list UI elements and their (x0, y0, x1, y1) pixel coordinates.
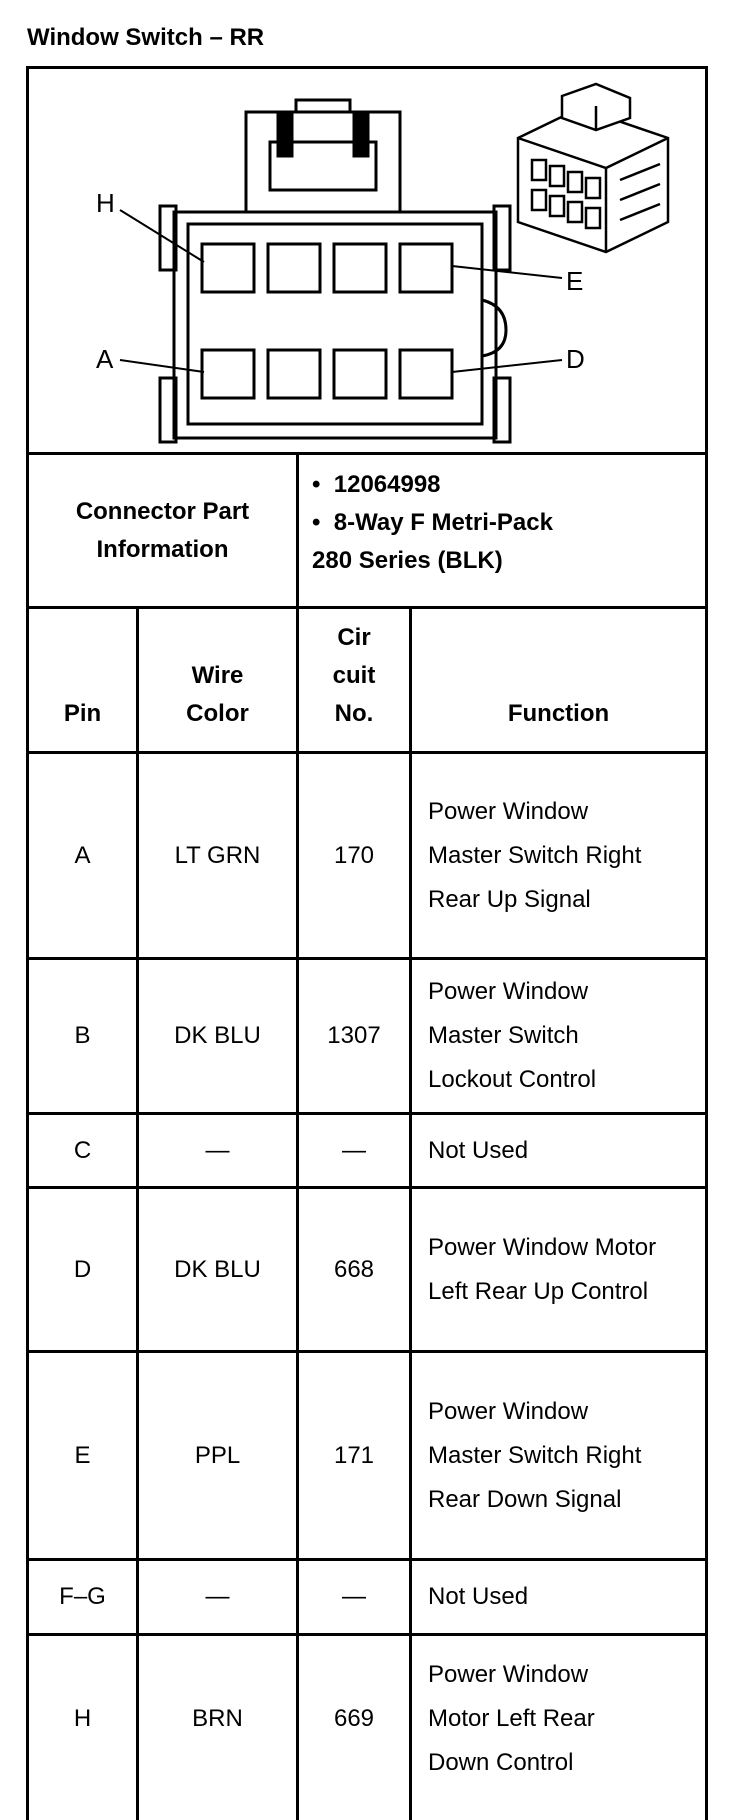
header-pin: Pin (63, 700, 102, 727)
table-row-function: Power Window Master Switch Right Rear Up Signal (428, 797, 642, 913)
table-row-function: Power Window Motor Left Rear Down Control (428, 1661, 595, 1776)
table-row-pin: E (74, 1441, 91, 1469)
connector-part-info (312, 466, 553, 580)
table-row-circuit: 1307 (327, 1022, 381, 1049)
connector-3d-view (518, 84, 668, 252)
table-row-circuit: 668 (333, 1255, 375, 1283)
callout-a: A (96, 344, 114, 374)
table-row-function: Not Used (428, 1136, 529, 1164)
table-row-wire-color: DK BLU (174, 1022, 261, 1049)
table-row-pin: A (74, 841, 91, 869)
table-row-circuit: 171 (333, 1441, 375, 1469)
table-row-pin: H (73, 1705, 92, 1732)
callout-e: E (566, 266, 584, 296)
table-row-wire-color: PPL (194, 1441, 241, 1469)
header-circuit-no: Cir cuit No. (332, 624, 376, 727)
table-row-pin: C (73, 1136, 92, 1164)
table-row-circuit: — (342, 1583, 366, 1610)
table-row-wire-color: DK BLU (174, 1255, 261, 1283)
table-row-pin: D (73, 1255, 92, 1283)
connector-diagram (29, 69, 705, 455)
header-wire-color: Wire Color (186, 662, 249, 727)
table-row-pin: F–G (59, 1583, 106, 1610)
table-row-function: Power Window Master Switch Right Rear Down Signal (428, 1397, 642, 1513)
table-row-circuit: 669 (333, 1705, 375, 1732)
table-row-function: Not Used (428, 1583, 529, 1610)
part-number: • 12064998 (312, 471, 441, 498)
table-row-wire-color: LT GRN (174, 841, 261, 869)
table-row-function: Power Window Master Switch Lockout Control (428, 978, 597, 1093)
table-row-pin: B (74, 1022, 91, 1049)
callout-d: D (566, 344, 585, 374)
table-row-circuit: 170 (333, 841, 375, 869)
document-title: Window Switch – RR (27, 24, 265, 51)
part-series: 280 Series (BLK) (312, 547, 503, 574)
header-function: Function (507, 700, 610, 727)
callout-h: H (96, 188, 115, 218)
table-row-circuit: — (342, 1136, 366, 1164)
table-row-function: Power Window Motor Left Rear Up Control (428, 1233, 657, 1305)
table-row-wire-color: — (205, 1583, 230, 1610)
table-row-wire-color: BRN (192, 1705, 243, 1732)
part-description: • 8-Way F Metri-Pack (312, 509, 553, 536)
table-row-wire-color: — (205, 1136, 230, 1164)
connector-part-label: Connector Part Information (75, 497, 250, 563)
